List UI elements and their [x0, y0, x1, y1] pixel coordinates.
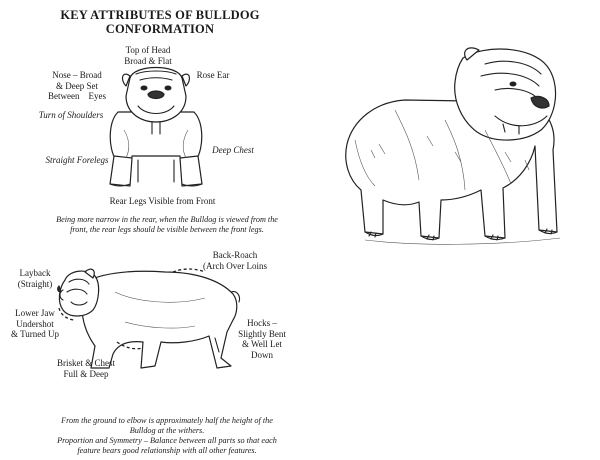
front-caption-line-1: Being more narrow in the rear, when the Bulldog is viewed from the — [56, 215, 278, 224]
label-back-roach-line-1: Back-Roach — [212, 250, 258, 260]
label-back-roach — [195, 250, 275, 271]
bottom-caption — [32, 416, 302, 456]
title-line-2: CONFORMATION — [105, 22, 215, 36]
label-rose-ear: Rose Ear — [196, 70, 230, 80]
label-hocks-line-3: & Well Let — [241, 339, 283, 349]
label-nose — [44, 70, 110, 102]
label-top-of-head — [118, 45, 178, 66]
label-lower-jaw-line-3: & Turned Up — [10, 329, 59, 339]
label-lower-jaw-line-1: Lower Jaw — [15, 308, 55, 318]
label-hocks — [234, 318, 290, 360]
label-turn-of-shoulders: Turn of Shoulders — [38, 110, 104, 120]
bottom-caption-line-3: Proportion and Symmetry – Balance between all parts so that each — [57, 436, 277, 445]
label-hocks-line-1: Hocks – — [247, 318, 277, 328]
label-layback-line-2: (Straight) — [17, 278, 53, 289]
label-brisket — [48, 358, 124, 379]
label-back-roach-line-2: (Arch Over Loins — [203, 260, 267, 271]
label-nose-line-3: Between Eyes — [48, 91, 106, 101]
label-layback — [10, 268, 60, 289]
label-lower-jaw-line-2: Undershot — [16, 318, 54, 329]
label-top-of-head-line-1: Top of Head — [125, 45, 171, 55]
bottom-caption-line-1: From the ground to elbow is approximately half the height of the — [61, 416, 273, 425]
label-nose-line-2: & Deep Set — [56, 80, 98, 91]
label-top-of-head-line-2: Broad & Flat — [124, 55, 172, 66]
label-lower-jaw — [6, 308, 64, 340]
label-brisket-line-1: Brisket & Chest — [57, 358, 115, 368]
bottom-caption-line-2: Bulldog at the withers. — [129, 426, 205, 435]
large-bulldog-illustration — [335, 40, 575, 255]
label-straight-forelegs: Straight Forelegs — [45, 155, 109, 165]
front-view-caption — [32, 215, 302, 235]
label-deep-chest: Deep Chest — [212, 145, 254, 155]
label-hocks-line-4: Down — [251, 349, 273, 360]
front-caption-line-2: front, the rear legs should be visible between the front legs. — [70, 225, 264, 234]
title-line-1: KEY ATTRIBUTES OF BULLDOG — [60, 8, 260, 22]
label-rear-legs: Rear Legs Visible from Front — [109, 196, 216, 206]
label-layback-line-1: Layback — [19, 268, 51, 278]
label-nose-line-1: Nose – Broad — [52, 70, 102, 80]
label-hocks-line-2: Slightly Bent — [238, 328, 286, 339]
label-brisket-line-2: Full & Deep — [63, 368, 109, 379]
bottom-caption-line-4: feature bears good relationship with all other features. — [77, 446, 257, 455]
diagram-title — [40, 8, 280, 36]
